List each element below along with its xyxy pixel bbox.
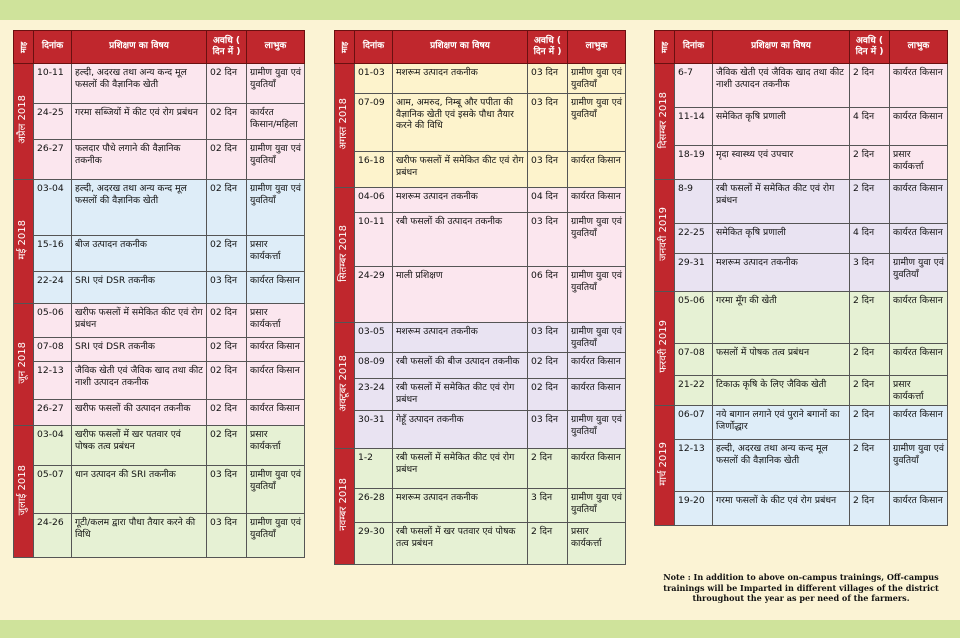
duration-cell: 03 दिन [207,466,247,514]
date-cell: 11-14 [675,108,713,146]
topic-cell: हल्दी, अदरख तथा अन्य कन्द मूल फसलों की वैज्ञानिक खेती [72,180,207,236]
topic-header: प्रशिक्षण का विषय [713,31,850,64]
topic-header: प्रशिक्षण का विषय [72,31,207,64]
header-row [14,31,305,64]
topic-cell: समेकित कृषि प्रणाली [713,224,850,254]
beneficiary-header: लाभुक [568,31,626,64]
table-row [655,180,948,224]
header-row [335,31,626,64]
topic-cell: फलदार पौधे लगाने की वैज्ञानिक तकनीक [72,140,207,180]
table-row [14,272,305,304]
table-row [655,64,948,108]
topic-cell: जैविक खेती एवं जैविक खाद तथा कीट नाशी उत्पादन तकनीक [72,362,207,400]
table-row [655,376,948,406]
beneficiary-cell: कार्यरत किसान [890,344,948,376]
beneficiary-cell: ग्रामीण युवा एवं युवतियाँ [890,254,948,292]
topic-header: प्रशिक्षण का विषय [393,31,528,64]
beneficiary-cell: प्रसार कार्यकर्त्ता [247,304,305,338]
beneficiary-cell: कार्यरत किसान [890,224,948,254]
duration-cell: 02 दिन [207,304,247,338]
topic-cell: फसलों में पोषक तत्व प्रबंधन [713,344,850,376]
table-row [335,94,626,152]
beneficiary-cell: प्रसार कार्यकर्त्ता [568,523,626,565]
duration-cell: 03 दिन [207,514,247,558]
topic-cell: गेहूँ उत्पादन तकनीक [393,411,528,449]
month-text: जनवरी 2019 [658,206,670,261]
date-cell: 12-13 [34,362,72,400]
date-cell: 16-18 [355,152,393,188]
duration-header: अवधि ( दिन में ) [528,31,568,64]
month-text: मई 2018 [17,219,29,260]
table-row [335,323,626,353]
topic-cell: हल्दी, अदरख तथा अन्य कन्द मूल फसलों की वैज्ञानिक खेती [72,64,207,104]
footnote: Note : In addition to above on-campus trainings, Off-campus trainings will be Imparted in different villages of the district throughout the year as per need of the farmers. [663,572,939,604]
table-row [14,338,305,362]
table-row [655,292,948,344]
beneficiary-cell: ग्रामीण युवा एवं युवतियाँ [568,411,626,449]
beneficiary-cell: ग्रामीण युवा एवं युवतियाँ [568,489,626,523]
beneficiary-cell: ग्रामीण युवा एवं युवतियाँ [568,94,626,152]
beneficiary-cell: कार्यरत किसान [890,108,948,146]
date-cell: 05-06 [675,292,713,344]
beneficiary-cell: कार्यरत किसान [890,492,948,526]
duration-cell: 02 दिन [207,426,247,466]
month-label [335,188,355,323]
topic-cell: गरमा मूँग की खेती [713,292,850,344]
beneficiary-cell: ग्रामीण युवा एवं युवतियाँ [890,440,948,492]
date-cell: 07-08 [34,338,72,362]
table-row [335,353,626,379]
topic-cell: मशरूम उत्पादन तकनीक [393,489,528,523]
beneficiary-cell: ग्रामीण युवा एवं युवतियाँ [568,213,626,267]
beneficiary-header: लाभुक [890,31,948,64]
duration-cell: 2 दिन [850,406,890,440]
month-text: दिसम्बर 2018 [658,91,670,148]
beneficiary-cell: कार्यरत किसान [247,400,305,426]
schedule-panel-dec-mar [654,30,948,526]
month-label [655,64,675,180]
topic-cell: खरीफ फसलों में समेकित कीट एवं रोग प्रबंधन [72,304,207,338]
date-cell: 19-20 [675,492,713,526]
duration-cell: 03 दिन [528,323,568,353]
beneficiary-cell: ग्रामीण युवा एवं युवतियाँ [247,514,305,558]
topic-cell: खरीफ फसलों में खर पतवार एवं पोषक तत्व प्रबंधन [72,426,207,466]
beneficiary-cell: प्रसार कार्यकर्त्ता [247,236,305,272]
duration-cell: 2 दिन [850,292,890,344]
month-header: माह [14,31,34,64]
date-cell: 22-24 [34,272,72,304]
date-cell: 10-11 [34,64,72,104]
date-cell: 07-09 [355,94,393,152]
month-label [14,426,34,558]
date-cell: 29-31 [675,254,713,292]
topic-cell: SRI एवं DSR तकनीक [72,272,207,304]
beneficiary-cell: कार्यरत किसान [890,64,948,108]
duration-cell: 02 दिन [207,362,247,400]
topic-cell: गूटी/कलम द्वारा पौधा तैयार करने की विधि [72,514,207,558]
beneficiary-cell: ग्रामीण युवा एवं युवतियाँ [247,466,305,514]
date-cell: 30-31 [355,411,393,449]
beneficiary-cell: प्रसार कार्यकर्त्ता [247,426,305,466]
topic-cell: रबी फसलों की उत्पादन तकनीक [393,213,528,267]
topic-cell: मशरूम उत्पादन तकनीक [393,323,528,353]
month-label [14,304,34,426]
duration-cell: 06 दिन [528,267,568,323]
topic-cell: खरीफ फसलों की उत्पादन तकनीक [72,400,207,426]
beneficiary-cell: ग्रामीण युवा एवं युवतियाँ [568,267,626,323]
duration-header: अवधि ( दिन में ) [207,31,247,64]
date-cell: 26-27 [34,140,72,180]
duration-header: अवधि ( दिन में ) [850,31,890,64]
table-row [655,146,948,180]
date-cell: 03-05 [355,323,393,353]
schedule-panel-aug-nov [334,30,626,565]
date-cell: 29-30 [355,523,393,565]
table-row [335,411,626,449]
duration-cell: 02 दिन [528,379,568,411]
month-label [655,406,675,526]
month-header: माह [335,31,355,64]
table-row [14,236,305,272]
topic-cell: रबी फसलों में समेकित कीट एवं रोग प्रबंधन [393,379,528,411]
duration-cell: 02 दिन [528,353,568,379]
topic-cell: मशरूम उत्पादन तकनीक [393,64,528,94]
table-row [655,254,948,292]
date-cell: 04-06 [355,188,393,213]
month-label [14,180,34,304]
date-header: दिनांक [675,31,713,64]
table-row [14,64,305,104]
duration-cell: 4 दिन [850,224,890,254]
duration-cell: 2 दिन [850,376,890,406]
duration-cell: 02 दिन [207,140,247,180]
month-text: अप्रैल 2018 [17,95,29,145]
beneficiary-header: लाभुक [247,31,305,64]
beneficiary-cell: प्रसार कार्यकर्त्ता [890,376,948,406]
date-cell: 21-22 [675,376,713,406]
beneficiary-cell: कार्यरत किसान [890,406,948,440]
table-row [335,188,626,213]
table-row [335,213,626,267]
duration-cell: 03 दिन [528,152,568,188]
beneficiary-cell: कार्यरत किसान [247,272,305,304]
table-row [335,152,626,188]
table-row [335,379,626,411]
duration-cell: 03 दिन [207,272,247,304]
month-label [655,292,675,406]
beneficiary-cell: कार्यरत किसान [568,353,626,379]
duration-cell: 2 दिन [850,440,890,492]
date-cell: 24-25 [34,104,72,140]
bottom-color-band [0,620,960,638]
duration-cell: 2 दिन [528,449,568,489]
duration-cell: 3 दिन [528,489,568,523]
duration-cell: 4 दिन [850,108,890,146]
duration-cell: 02 दिन [207,338,247,362]
date-header: दिनांक [34,31,72,64]
table-row [14,304,305,338]
beneficiary-cell: कार्यरत किसान [568,449,626,489]
date-cell: 06-07 [675,406,713,440]
beneficiary-cell: ग्रामीण युवा एवं युवतियाँ [568,64,626,94]
beneficiary-cell: कार्यरत किसान/महिला [247,104,305,140]
beneficiary-cell: कार्यरत किसान [247,338,305,362]
date-cell: 15-16 [34,236,72,272]
month-text: अक्टूबर 2018 [338,355,350,413]
month-label [335,323,355,449]
duration-cell: 03 दिन [528,94,568,152]
month-text: मार्च 2019 [658,441,670,486]
month-label [335,449,355,565]
table-row [335,267,626,323]
duration-cell: 2 दिन [528,523,568,565]
topic-cell: रबी फसलों की बीज उत्पादन तकनीक [393,353,528,379]
month-label [655,180,675,292]
date-cell: 24-26 [34,514,72,558]
topic-cell: समेकित कृषि प्रणाली [713,108,850,146]
date-cell: 07-08 [675,344,713,376]
beneficiary-cell: कार्यरत किसान [247,362,305,400]
topic-cell: आम, अमरुद, निम्बू और पपीता की वैज्ञानिक खेती एवं इसके पौधा तैयार करने की विधि [393,94,528,152]
duration-cell: 03 दिन [528,411,568,449]
beneficiary-cell: प्रसार कार्यकर्त्ता [890,146,948,180]
month-text: सितम्बर 2018 [338,224,350,282]
topic-cell: मृदा स्वास्थ्य एवं उपचार [713,146,850,180]
table-row [655,492,948,526]
beneficiary-cell: ग्रामीण युवा एवं युवतियाँ [247,140,305,180]
table-row [14,514,305,558]
table-row [14,362,305,400]
date-cell: 22-25 [675,224,713,254]
month-label [335,64,355,188]
duration-cell: 02 दिन [207,236,247,272]
beneficiary-cell: ग्रामीण युवा एवं युवतियाँ [568,323,626,353]
topic-cell: धान उत्पादन की SRI तकनीक [72,466,207,514]
beneficiary-cell: कार्यरत किसान [568,188,626,213]
duration-cell: 02 दिन [207,64,247,104]
date-cell: 26-28 [355,489,393,523]
top-color-band [0,0,960,20]
table-row [655,224,948,254]
date-cell: 10-11 [355,213,393,267]
topic-cell: माली प्रशिक्षण [393,267,528,323]
date-cell: 12-13 [675,440,713,492]
duration-cell: 02 दिन [207,400,247,426]
beneficiary-cell: ग्रामीण युवा एवं युवतियाँ [247,64,305,104]
duration-cell: 02 दिन [207,180,247,236]
table-row [335,489,626,523]
beneficiary-cell: ग्रामीण युवा एवं युवतियाँ [247,180,305,236]
month-text: नवम्बर 2018 [338,478,350,532]
table-row [655,344,948,376]
date-cell: 03-04 [34,426,72,466]
beneficiary-cell: कार्यरत किसान [890,180,948,224]
training-schedule-table [13,30,305,558]
topic-cell: नये बागान लगाने एवं पुराने बगानों का जिर्णोद्धार [713,406,850,440]
duration-cell: 03 दिन [528,64,568,94]
topic-cell: टिकाऊ कृषि के लिए जैविक खेती [713,376,850,406]
header-row [655,31,948,64]
topic-cell: गरमा फसलों के कीट एवं रोग प्रबंधन [713,492,850,526]
month-header: माह [655,31,675,64]
table-row [14,426,305,466]
date-cell: 26-27 [34,400,72,426]
topic-cell: मशरूम उत्पादन तकनीक [393,188,528,213]
table-row [655,440,948,492]
month-text: फरवरी 2019 [658,320,670,374]
duration-cell: 2 दिन [850,180,890,224]
duration-cell: 2 दिन [850,146,890,180]
topic-cell: खरीफ फसलों में समेकित कीट एवं रोग प्रबंधन [393,152,528,188]
date-cell: 6-7 [675,64,713,108]
topic-cell: रबी फसलों में समेकित कीट एवं रोग प्रबंधन [393,449,528,489]
topic-cell: बीज उत्पादन तकनीक [72,236,207,272]
date-cell: 1-2 [355,449,393,489]
training-schedule-table [334,30,626,565]
date-cell: 05-07 [34,466,72,514]
date-cell: 23-24 [355,379,393,411]
duration-cell: 2 दिन [850,344,890,376]
date-cell: 8-9 [675,180,713,224]
table-row [14,466,305,514]
topic-cell: हल्दी, अदरख तथा अन्य कन्द मूल फसलों की वैज्ञानिक खेती [713,440,850,492]
table-row [14,400,305,426]
duration-cell: 03 दिन [528,213,568,267]
table-row [335,64,626,94]
table-row [14,140,305,180]
date-cell: 05-06 [34,304,72,338]
month-text: अगस्त 2018 [338,98,350,150]
date-cell: 01-03 [355,64,393,94]
training-schedule-table [654,30,948,526]
table-row [655,406,948,440]
date-cell: 18-19 [675,146,713,180]
month-text: जुलाई 2018 [17,464,29,515]
date-cell: 03-04 [34,180,72,236]
date-header: दिनांक [355,31,393,64]
topic-cell: रबी फसलों में खर पतवार एवं पोषक तत्व प्रबंधन [393,523,528,565]
month-text: जून 2018 [17,341,29,384]
beneficiary-cell: कार्यरत किसान [568,152,626,188]
table-row [14,180,305,236]
topic-cell: मशरूम उत्पादन तकनीक [713,254,850,292]
date-cell: 08-09 [355,353,393,379]
table-row [14,104,305,140]
duration-cell: 02 दिन [207,104,247,140]
table-row [655,108,948,146]
duration-cell: 3 दिन [850,254,890,292]
duration-cell: 2 दिन [850,64,890,108]
table-row [335,523,626,565]
duration-cell: 04 दिन [528,188,568,213]
topic-cell: रबी फसलों में समेकित कीट एवं रोग प्रबंधन [713,180,850,224]
duration-cell: 2 दिन [850,492,890,526]
topic-cell: SRI एवं DSR तकनीक [72,338,207,362]
month-label [14,64,34,180]
table-row [335,449,626,489]
topic-cell: जैविक खेती एवं जैविक खाद तथा कीट नाशी उत्पादन तकनीक [713,64,850,108]
beneficiary-cell: कार्यरत किसान [568,379,626,411]
date-cell: 24-29 [355,267,393,323]
topic-cell: गरमा सब्जियों में कीट एवं रोग प्रबंधन [72,104,207,140]
beneficiary-cell: कार्यरत किसान [890,292,948,344]
schedule-panel-apr-jul [13,30,305,558]
